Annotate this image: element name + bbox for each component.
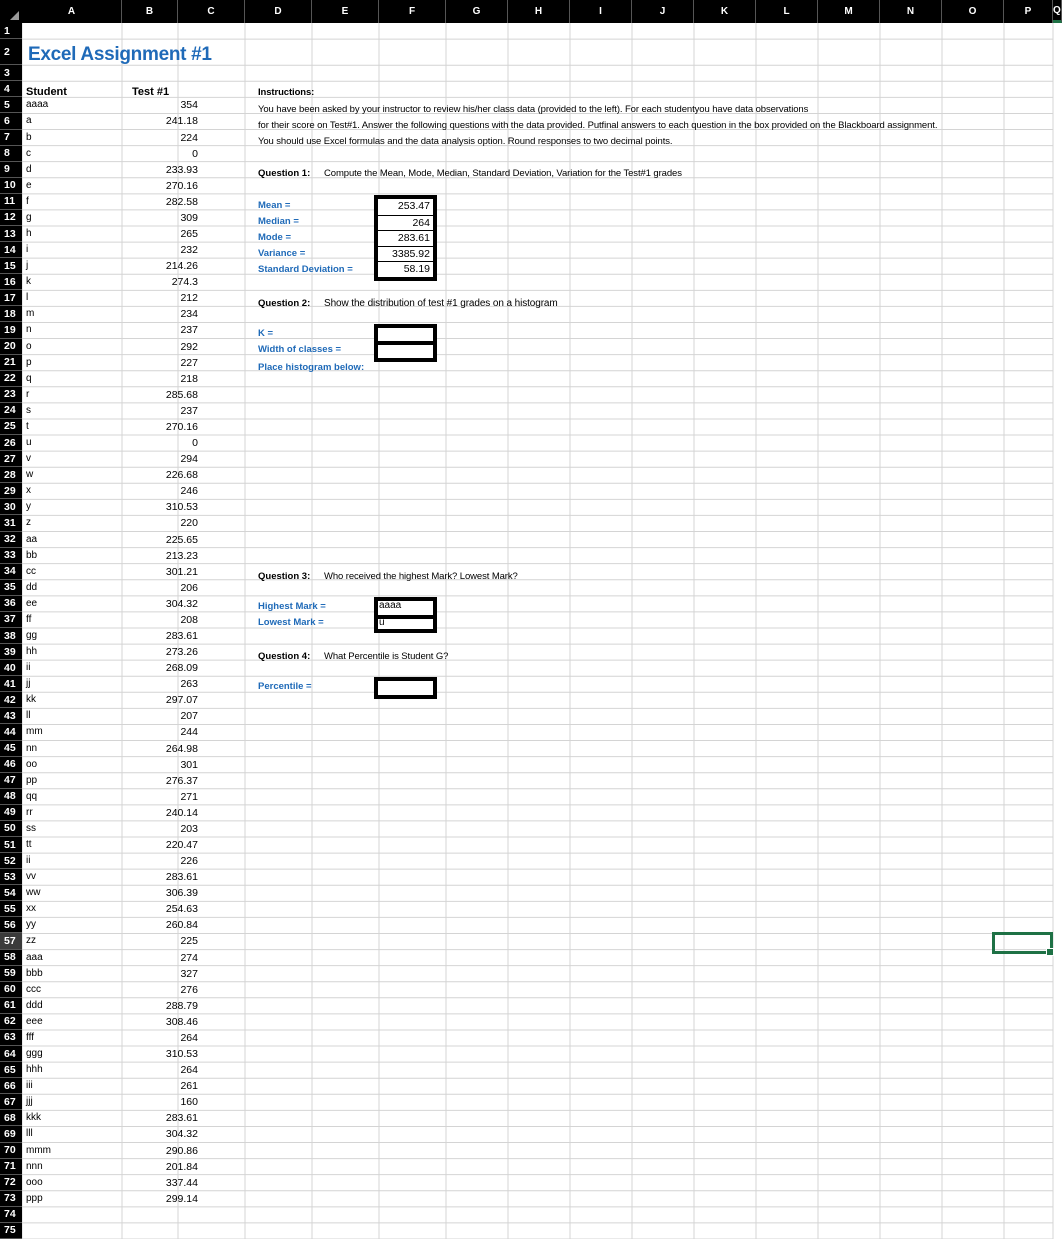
column-header-i[interactable]: I	[570, 0, 632, 23]
test-score-cell[interactable]: 288.79	[165, 999, 198, 1012]
row-header-29[interactable]: 29	[0, 483, 22, 499]
row-header-74[interactable]: 74	[0, 1207, 22, 1223]
test-score-cell[interactable]: 354	[180, 99, 198, 112]
test-score-cell[interactable]: 237	[180, 324, 198, 337]
student-name-cell[interactable]: jjj	[26, 1096, 33, 1108]
row-header-50[interactable]: 50	[0, 821, 22, 837]
row-header-14[interactable]: 14	[0, 242, 22, 258]
row-header-17[interactable]: 17	[0, 290, 22, 306]
row-header-56[interactable]: 56	[0, 917, 22, 933]
row-header-64[interactable]: 64	[0, 1046, 22, 1062]
test-score-cell[interactable]: 308.46	[165, 1015, 198, 1028]
row-header-8[interactable]: 8	[0, 146, 22, 162]
column-header-l[interactable]: L	[756, 0, 818, 23]
test-score-cell[interactable]: 274	[180, 951, 198, 964]
row-header-47[interactable]: 47	[0, 773, 22, 789]
row-header-52[interactable]: 52	[0, 853, 22, 869]
student-name-cell[interactable]: z	[26, 517, 31, 529]
test-score-cell[interactable]: 225.65	[165, 533, 198, 546]
row-header-41[interactable]: 41	[0, 676, 22, 692]
row-header-18[interactable]: 18	[0, 306, 22, 322]
row-header-60[interactable]: 60	[0, 982, 22, 998]
test-score-cell[interactable]: 244	[180, 726, 198, 739]
test-score-cell[interactable]: 246	[180, 485, 198, 498]
row-header-33[interactable]: 33	[0, 548, 22, 564]
test-score-cell[interactable]: 301	[180, 758, 198, 771]
row-header-16[interactable]: 16	[0, 274, 22, 290]
test-score-cell[interactable]: 301.21	[165, 565, 198, 578]
student-name-cell[interactable]: bbb	[26, 967, 43, 979]
student-name-cell[interactable]: ddd	[26, 999, 43, 1011]
test-score-cell[interactable]: 274.3	[171, 276, 198, 289]
student-name-cell[interactable]: kk	[26, 694, 36, 706]
column-header-o[interactable]: O	[942, 0, 1004, 23]
student-name-cell[interactable]: hhh	[26, 1064, 43, 1076]
q1-median-value[interactable]: 264	[378, 215, 433, 231]
student-name-cell[interactable]: x	[26, 485, 31, 497]
row-header-13[interactable]: 13	[0, 226, 22, 242]
row-header-69[interactable]: 69	[0, 1126, 22, 1142]
row-header-70[interactable]: 70	[0, 1143, 22, 1159]
test-score-cell[interactable]: 220	[180, 517, 198, 530]
student-name-cell[interactable]: r	[26, 388, 30, 400]
row-header-3[interactable]: 3	[0, 65, 22, 81]
student-name-cell[interactable]: l	[26, 292, 29, 304]
q1-mean-label[interactable]: Mean =	[258, 200, 291, 211]
test-score-cell[interactable]: 283.61	[165, 629, 198, 642]
test-score-cell[interactable]: 264	[180, 1031, 198, 1044]
student-name-cell[interactable]: ii	[26, 662, 31, 674]
k-label[interactable]: K =	[258, 328, 274, 339]
test-score-cell[interactable]: 310.53	[165, 501, 198, 514]
row-header-55[interactable]: 55	[0, 901, 22, 917]
test-score-cell[interactable]: 220.47	[165, 839, 198, 852]
test-score-cell[interactable]: 213.23	[165, 549, 198, 562]
test-score-cell[interactable]: 160	[180, 1096, 198, 1109]
row-header-2[interactable]: 2	[0, 39, 22, 65]
width-of-classes-label[interactable]: Width of classes =	[258, 344, 342, 355]
test-score-cell[interactable]: 240.14	[165, 806, 198, 819]
row-header-72[interactable]: 72	[0, 1175, 22, 1191]
test-score-cell[interactable]: 310.53	[165, 1048, 198, 1061]
test-score-cell[interactable]: 290.86	[165, 1144, 198, 1157]
test-score-cell[interactable]: 264.98	[165, 742, 198, 755]
row-header-26[interactable]: 26	[0, 435, 22, 451]
student-name-cell[interactable]: h	[26, 228, 32, 239]
student-name-cell[interactable]: bb	[26, 549, 38, 561]
test-score-cell[interactable]: 283.61	[165, 1112, 198, 1125]
q1-label[interactable]: Question 1:	[258, 168, 311, 179]
test-score-cell[interactable]: 299.14	[165, 1192, 198, 1205]
width-of-classes-input[interactable]	[378, 344, 433, 356]
row-header-46[interactable]: 46	[0, 757, 22, 773]
column-header-k[interactable]: K	[694, 0, 756, 23]
test-score-cell[interactable]: 264	[180, 1064, 198, 1077]
row-header-28[interactable]: 28	[0, 467, 22, 483]
student-name-cell[interactable]: eee	[26, 1015, 43, 1027]
student-name-cell[interactable]: f	[26, 195, 29, 207]
row-header-75[interactable]: 75	[0, 1223, 22, 1239]
test-score-cell[interactable]: 237	[180, 404, 198, 417]
student-name-cell[interactable]: iii	[26, 1080, 33, 1092]
q1-mode-label[interactable]: Mode =	[258, 232, 291, 243]
student-name-cell[interactable]: zz	[26, 935, 36, 947]
student-name-cell[interactable]: o	[26, 340, 32, 352]
row-header-38[interactable]: 38	[0, 628, 22, 644]
test-score-cell[interactable]: 225	[180, 935, 198, 948]
test-score-cell[interactable]: 270.16	[165, 179, 198, 192]
student-name-cell[interactable]: mm	[26, 726, 43, 738]
student-name-cell[interactable]: ee	[26, 597, 38, 609]
student-name-cell[interactable]: j	[26, 260, 29, 272]
row-header-5[interactable]: 5	[0, 97, 22, 113]
test-score-cell[interactable]: 297.07	[165, 694, 198, 707]
row-header-45[interactable]: 45	[0, 741, 22, 757]
student-name-cell[interactable]: s	[26, 404, 31, 416]
row-header-73[interactable]: 73	[0, 1191, 22, 1207]
place-histogram-label[interactable]: Place histogram below:	[258, 362, 365, 373]
student-name-cell[interactable]: ll	[26, 710, 31, 722]
instructions-line-3[interactable]: You should use Excel formulas and the data analysis option. Round responses to two decimal points.	[258, 136, 673, 147]
row-header-39[interactable]: 39	[0, 644, 22, 660]
student-name-cell[interactable]: cc	[26, 565, 36, 577]
row-header-12[interactable]: 12	[0, 210, 22, 226]
row-header-48[interactable]: 48	[0, 789, 22, 805]
test-score-cell[interactable]: 292	[180, 340, 198, 353]
row-header-7[interactable]: 7	[0, 130, 22, 146]
row-header-21[interactable]: 21	[0, 355, 22, 371]
test-score-cell[interactable]: 227	[180, 356, 198, 369]
row-header-34[interactable]: 34	[0, 564, 22, 580]
column-header-q[interactable]: Q	[1053, 0, 1062, 23]
column-header-b[interactable]: B	[122, 0, 178, 23]
column-header-e[interactable]: E	[312, 0, 379, 23]
column-header-p[interactable]: P	[1004, 0, 1053, 23]
test-score-cell[interactable]: 208	[180, 613, 198, 626]
test-score-cell[interactable]: 273.26	[165, 646, 198, 659]
student-name-cell[interactable]: u	[26, 437, 32, 449]
q3-text[interactable]: Who received the highest Mark? Lowest Mark?	[324, 571, 518, 582]
highest-mark-value[interactable]: aaaa	[379, 600, 402, 611]
test-score-cell[interactable]: 327	[180, 967, 198, 980]
sheet-title[interactable]: Excel Assignment #1	[28, 44, 212, 65]
row-header-61[interactable]: 61	[0, 998, 22, 1014]
student-name-cell[interactable]: ccc	[26, 983, 41, 995]
row-header-10[interactable]: 10	[0, 178, 22, 194]
row-header-30[interactable]: 30	[0, 499, 22, 515]
test-score-cell[interactable]: 294	[180, 453, 198, 466]
student-name-cell[interactable]: t	[26, 420, 29, 432]
row-header-36[interactable]: 36	[0, 596, 22, 612]
row-header-53[interactable]: 53	[0, 869, 22, 885]
student-name-cell[interactable]: n	[26, 324, 32, 336]
test-score-cell[interactable]: 201.84	[165, 1160, 198, 1173]
student-name-cell[interactable]: xx	[26, 903, 36, 915]
test-score-cell[interactable]: 337.44	[165, 1176, 198, 1189]
q1-standard-deviation-value[interactable]: 58.19	[378, 261, 433, 277]
row-header-62[interactable]: 62	[0, 1014, 22, 1030]
row-header-4[interactable]: 4	[0, 81, 22, 97]
row-header-49[interactable]: 49	[0, 805, 22, 821]
student-name-cell[interactable]: qq	[26, 790, 38, 802]
row-header-58[interactable]: 58	[0, 950, 22, 966]
q1-answer-box	[374, 195, 437, 281]
student-name-cell[interactable]: m	[26, 308, 35, 320]
student-name-cell[interactable]: rr	[26, 806, 33, 818]
test-score-cell[interactable]: 270.16	[165, 420, 198, 433]
test-score-cell[interactable]: 276.37	[165, 774, 198, 787]
lowest-mark-label[interactable]: Lowest Mark =	[258, 617, 324, 628]
test-score-cell[interactable]: 282.58	[165, 195, 198, 208]
row-header-23[interactable]: 23	[0, 387, 22, 403]
test-score-cell[interactable]: 304.32	[165, 597, 198, 610]
test-score-cell[interactable]: 212	[180, 292, 198, 305]
student-name-cell[interactable]: mmm	[26, 1144, 51, 1156]
student-name-cell[interactable]: ooo	[26, 1176, 43, 1188]
student-name-cell[interactable]: pp	[26, 774, 38, 786]
column-header-f[interactable]: F	[379, 0, 446, 23]
test-score-cell[interactable]: 232	[180, 244, 198, 257]
student-name-cell[interactable]: ppp	[26, 1192, 43, 1204]
column-header-j[interactable]: J	[632, 0, 694, 23]
test-score-cell[interactable]: 271	[180, 790, 198, 803]
row-header-1[interactable]: 1	[0, 23, 22, 39]
row-header-25[interactable]: 25	[0, 419, 22, 435]
row-header-54[interactable]: 54	[0, 885, 22, 901]
student-name-cell[interactable]: q	[26, 372, 32, 384]
test-score-cell[interactable]: 261	[180, 1080, 198, 1093]
column-header-n[interactable]: N	[880, 0, 942, 23]
student-name-cell[interactable]: yy	[26, 919, 36, 931]
student-name-cell[interactable]: vv	[26, 871, 36, 883]
student-name-cell[interactable]: fff	[26, 1031, 34, 1043]
header-test[interactable]: Test #1	[132, 86, 170, 98]
row-header-37[interactable]: 37	[0, 612, 22, 628]
row-header-65[interactable]: 65	[0, 1062, 22, 1078]
percentile-label[interactable]: Percentile =	[258, 681, 312, 692]
test-score-cell[interactable]: 0	[192, 147, 198, 160]
student-name-cell[interactable]: hh	[26, 646, 38, 658]
test-score-cell[interactable]: 224	[180, 131, 198, 144]
row-header-63[interactable]: 63	[0, 1030, 22, 1046]
student-name-cell[interactable]: aaaa	[26, 99, 49, 111]
test-score-cell[interactable]: 234	[180, 308, 198, 321]
student-name-cell[interactable]: v	[26, 453, 31, 465]
column-header-m[interactable]: M	[818, 0, 880, 23]
student-name-cell[interactable]: tt	[26, 839, 32, 851]
instructions-heading[interactable]: Instructions:	[258, 87, 315, 98]
student-name-cell[interactable]: nn	[26, 742, 38, 754]
student-name-cell[interactable]: b	[26, 131, 32, 143]
student-name-cell[interactable]: ff	[26, 613, 32, 625]
test-score-cell[interactable]: 306.39	[165, 887, 198, 900]
percentile-input[interactable]	[374, 677, 437, 699]
column-header-g[interactable]: G	[446, 0, 508, 23]
instructions-line-1[interactable]: You have been asked by your instructor to review his/her class data (provided to the left). For each studentyou have data observations	[258, 104, 809, 115]
row-header-9[interactable]: 9	[0, 162, 22, 178]
test-score-cell[interactable]: 203	[180, 822, 198, 835]
test-score-cell[interactable]: 283.61	[165, 871, 198, 884]
row-header-6[interactable]: 6	[0, 113, 22, 129]
fill-handle[interactable]	[1046, 948, 1054, 956]
test-score-cell[interactable]: 207	[180, 710, 198, 723]
q1-median-label[interactable]: Median =	[258, 216, 299, 227]
k-input[interactable]	[378, 326, 433, 338]
row-header-67[interactable]: 67	[0, 1094, 22, 1110]
test-score-cell[interactable]: 309	[180, 211, 198, 224]
highest-mark-label[interactable]: Highest Mark =	[258, 601, 326, 612]
student-name-cell[interactable]: aaa	[26, 951, 43, 963]
q2-text[interactable]: Show the distribution of test #1 grades on a histogram	[324, 298, 558, 309]
student-name-cell[interactable]: aa	[26, 533, 38, 545]
student-name-cell[interactable]: ww	[26, 887, 41, 899]
instructions-line-2[interactable]: for their score on Test#1. Answer the following questions with the data provided. Putfinal answers to each question in the box provided on the Blackboard assignment.	[258, 120, 938, 131]
student-name-cell[interactable]: ii	[26, 855, 31, 867]
column-header-d[interactable]: D	[245, 0, 312, 23]
q4-label[interactable]: Question 4:	[258, 651, 311, 662]
test-score-cell[interactable]: 263	[180, 678, 198, 691]
student-name-cell[interactable]: a	[26, 115, 32, 127]
test-score-cell[interactable]: 214.26	[165, 260, 198, 273]
test-score-cell[interactable]: 268.09	[165, 662, 198, 675]
student-name-cell[interactable]: gg	[26, 629, 38, 641]
column-header-h[interactable]: H	[508, 0, 570, 23]
student-name-cell[interactable]: jj	[26, 678, 31, 690]
test-score-cell[interactable]: 260.84	[165, 919, 198, 932]
q1-mode-value[interactable]: 283.61	[378, 230, 433, 246]
student-name-cell[interactable]: k	[26, 276, 31, 288]
row-header-51[interactable]: 51	[0, 837, 22, 853]
test-score-cell[interactable]: 241.18	[165, 115, 198, 128]
column-header-c[interactable]: C	[178, 0, 245, 23]
student-name-cell[interactable]: e	[26, 179, 32, 191]
student-name-cell[interactable]: y	[26, 501, 31, 513]
row-header-40[interactable]: 40	[0, 660, 22, 676]
row-header-31[interactable]: 31	[0, 515, 22, 531]
row-header-42[interactable]: 42	[0, 692, 22, 708]
row-header-24[interactable]: 24	[0, 403, 22, 419]
test-score-cell[interactable]: 226.68	[165, 469, 198, 482]
row-header-71[interactable]: 71	[0, 1159, 22, 1175]
student-name-cell[interactable]: dd	[26, 581, 38, 593]
student-name-cell[interactable]: ggg	[26, 1048, 43, 1060]
test-score-cell[interactable]: 265	[180, 228, 198, 240]
header-student[interactable]: Student	[26, 86, 67, 98]
row-header-20[interactable]: 20	[0, 339, 22, 355]
lowest-mark-value[interactable]: u	[379, 617, 385, 628]
row-header-43[interactable]: 43	[0, 708, 22, 724]
test-score-cell[interactable]: 226	[180, 855, 198, 868]
student-name-cell[interactable]: oo	[26, 758, 38, 770]
q2-label[interactable]: Question 2:	[258, 298, 311, 309]
student-name-cell[interactable]: lll	[26, 1128, 33, 1140]
row-header-66[interactable]: 66	[0, 1078, 22, 1094]
test-score-cell[interactable]: 0	[192, 437, 198, 450]
q1-standard-deviation-label[interactable]: Standard Deviation =	[258, 264, 353, 275]
active-cell-selection[interactable]	[992, 932, 1053, 954]
row-header-32[interactable]: 32	[0, 532, 22, 548]
student-name-cell[interactable]: i	[26, 244, 29, 256]
student-name-cell[interactable]: w	[26, 469, 34, 481]
row-header-11[interactable]: 11	[0, 194, 22, 210]
row-header-68[interactable]: 68	[0, 1110, 22, 1126]
test-score-cell[interactable]: 254.63	[165, 903, 198, 916]
test-score-cell[interactable]: 233.93	[165, 163, 198, 176]
q1-mean-value[interactable]: 253.47	[397, 200, 430, 212]
q1-text[interactable]: Compute the Mean, Mode, Median, Standard Deviation, Variation for the Test#1 grades	[324, 168, 682, 179]
row-header-59[interactable]: 59	[0, 966, 22, 982]
q1-variance-value[interactable]: 3385.92	[378, 246, 433, 262]
row-header-44[interactable]: 44	[0, 724, 22, 740]
student-name-cell[interactable]: g	[26, 211, 32, 223]
test-score-cell[interactable]: 206	[180, 581, 198, 594]
column-header-a[interactable]: A	[22, 0, 122, 23]
test-score-cell[interactable]: 218	[180, 372, 198, 385]
row-header-27[interactable]: 27	[0, 451, 22, 467]
test-score-cell[interactable]: 304.32	[165, 1128, 198, 1141]
q3-label[interactable]: Question 3:	[258, 571, 311, 582]
student-name-cell[interactable]: nnn	[26, 1160, 43, 1172]
test-score-cell[interactable]: 285.68	[165, 388, 198, 401]
test-score-cell[interactable]: 276	[180, 983, 198, 996]
select-all-corner[interactable]	[0, 0, 22, 23]
row-header-35[interactable]: 35	[0, 580, 22, 596]
row-header-19[interactable]: 19	[0, 322, 22, 338]
row-header-57[interactable]: 57	[0, 933, 22, 949]
student-name-cell[interactable]: ss	[26, 822, 36, 834]
q1-variance-label[interactable]: Variance =	[258, 248, 306, 259]
row-header-22[interactable]: 22	[0, 371, 22, 387]
row-header-15[interactable]: 15	[0, 258, 22, 274]
student-name-cell[interactable]: p	[26, 356, 32, 368]
q4-text[interactable]: What Percentile is Student G?	[324, 651, 449, 662]
student-name-cell[interactable]: d	[26, 163, 32, 175]
student-name-cell[interactable]: c	[26, 147, 31, 159]
student-name-cell[interactable]: kkk	[26, 1112, 41, 1124]
